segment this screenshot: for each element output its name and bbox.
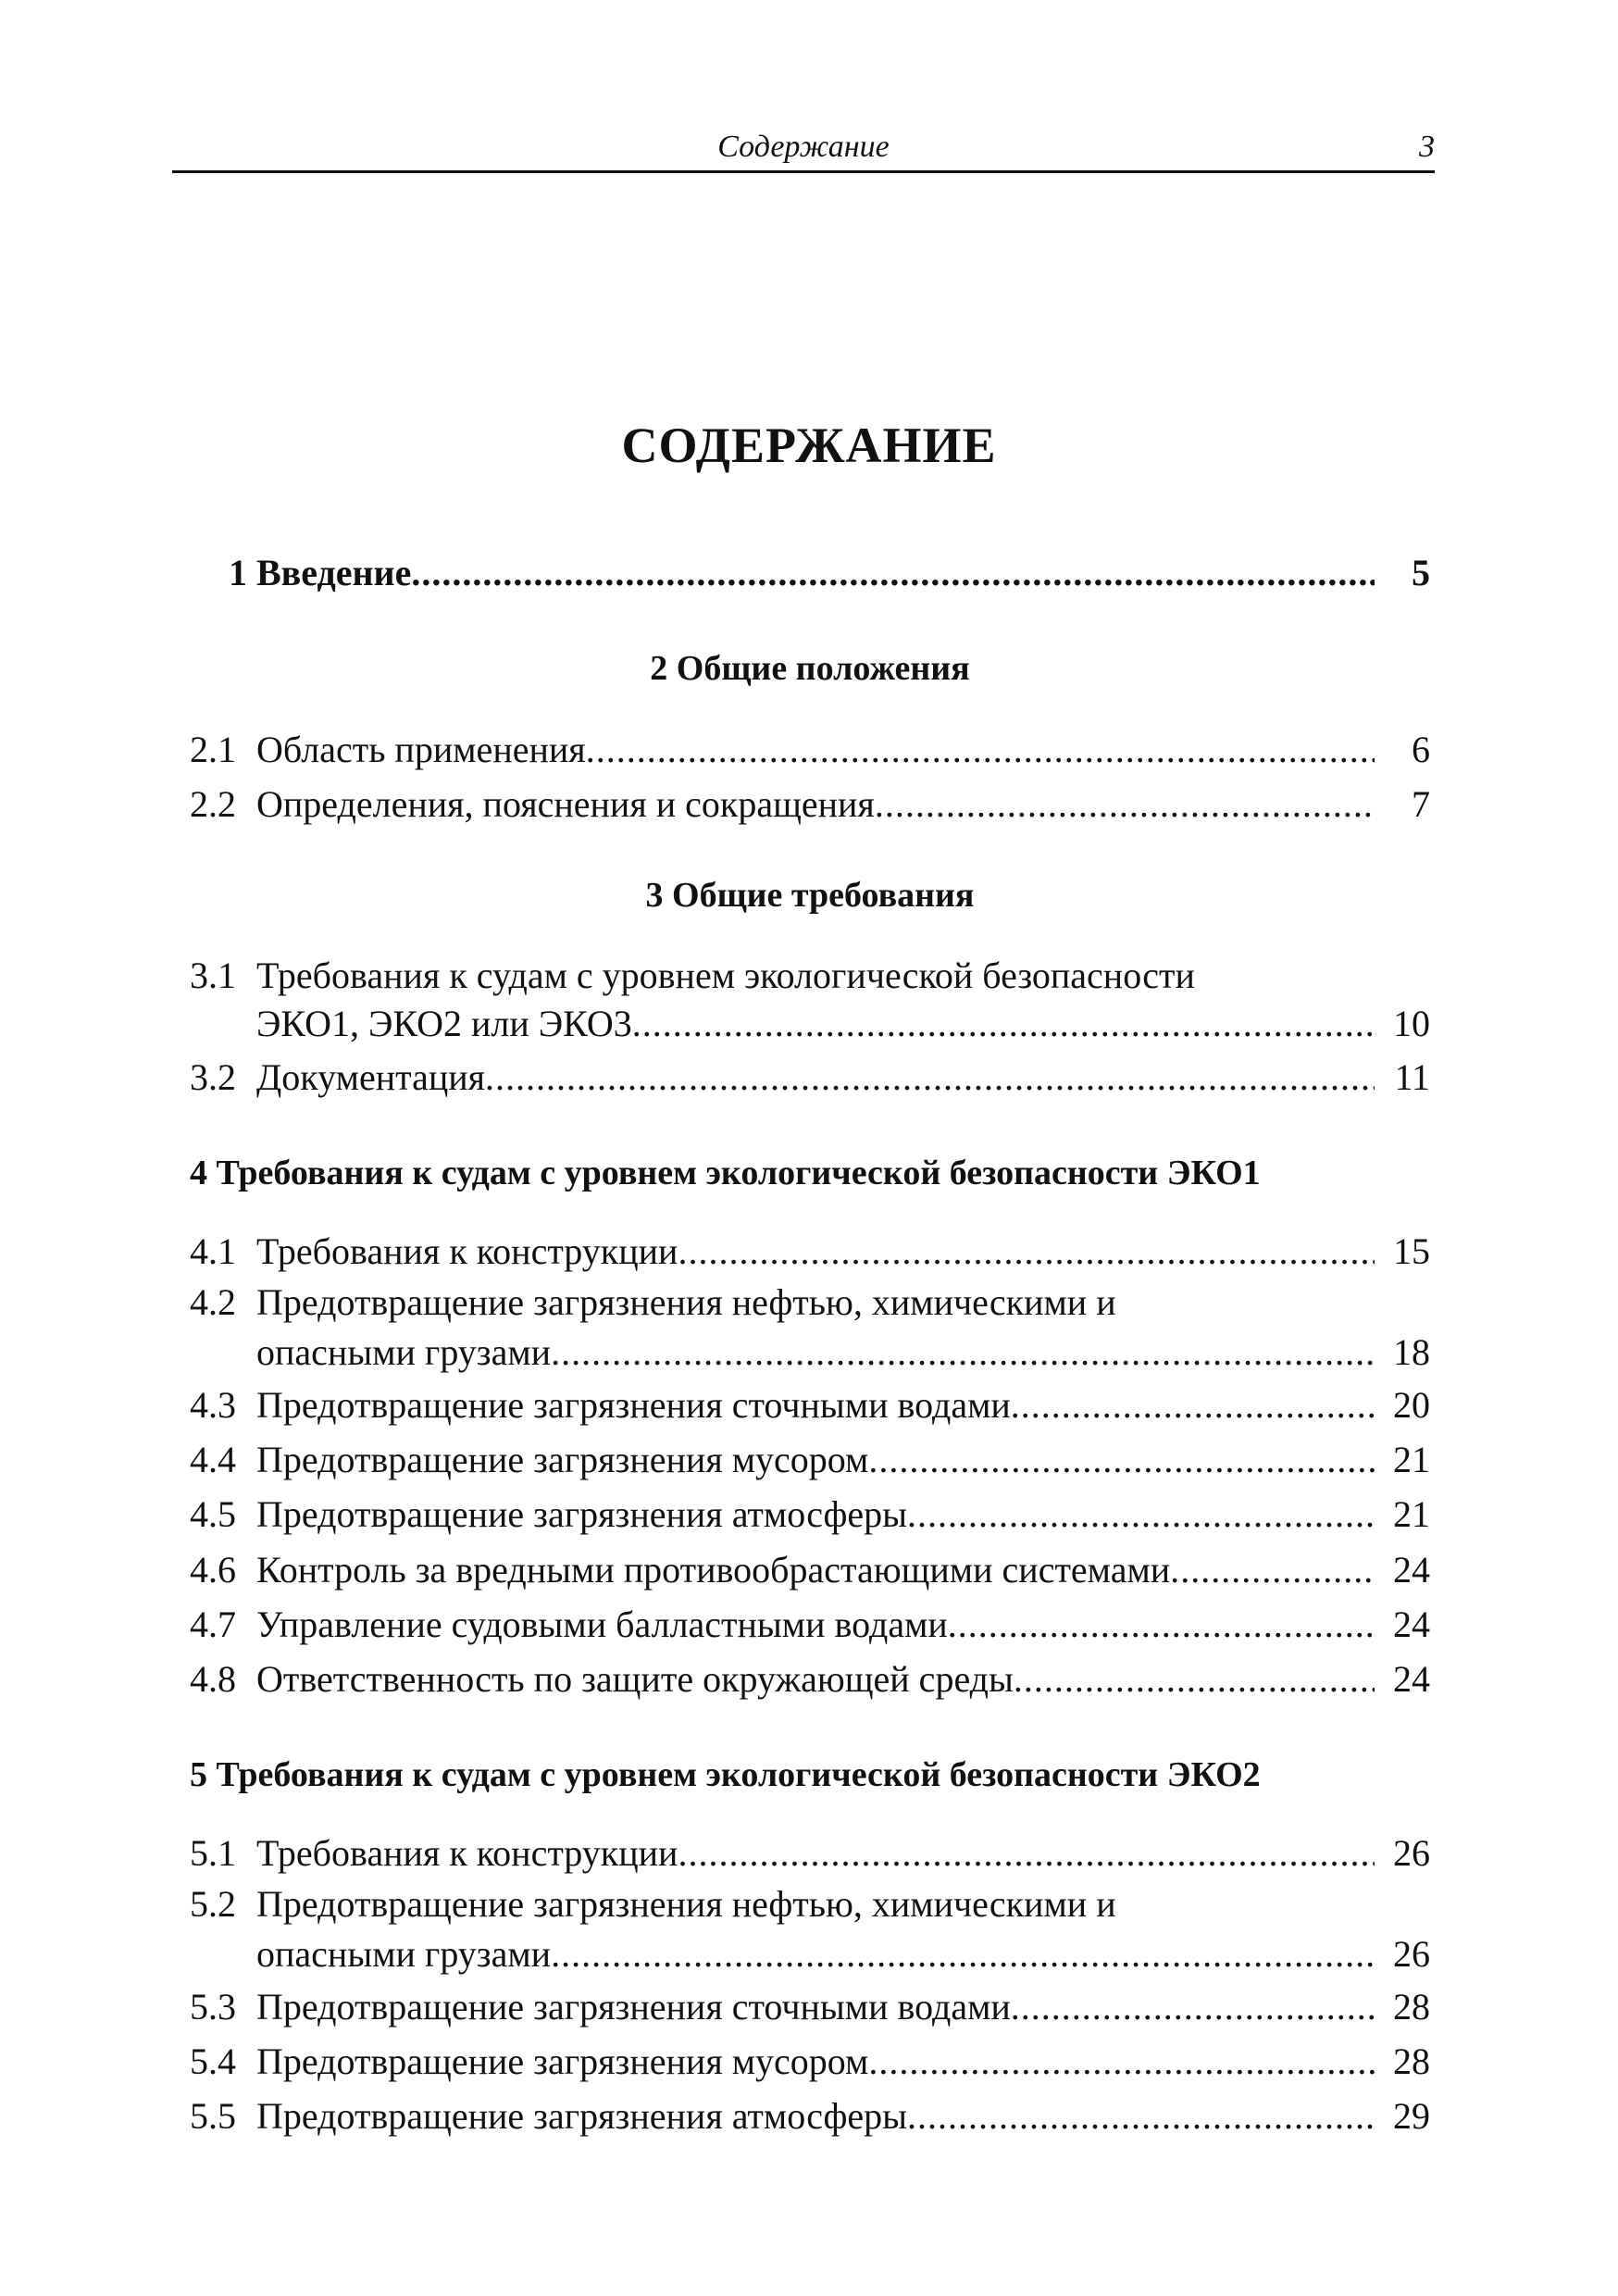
toc-entry-label: Предотвращение загрязнения нефтью, химическими и bbox=[256, 1281, 1116, 1323]
toc-entry-label: Предотвращение загрязнения мусором bbox=[256, 1439, 869, 1480]
toc-entry-number: 5.5 bbox=[190, 2095, 236, 2137]
leader-dots bbox=[1014, 1657, 1375, 1701]
toc-entry-4-8[interactable] bbox=[190, 1657, 1430, 1705]
toc-entry-label: Управление судовыми балластными водами bbox=[256, 1603, 948, 1645]
toc-entry-5-5[interactable] bbox=[190, 2094, 1430, 2142]
running-header-page-number: 3 bbox=[1419, 130, 1435, 164]
toc-entry-page: 7 bbox=[1412, 783, 1430, 825]
toc-entry-4-3[interactable] bbox=[190, 1383, 1430, 1431]
toc-entry-label: Ответственность по защите окружающей среды bbox=[256, 1658, 1014, 1700]
toc-entry-number: 3.1 bbox=[190, 955, 236, 996]
leader-dots bbox=[1170, 1548, 1375, 1591]
toc-entry-5-1[interactable] bbox=[190, 1831, 1430, 1879]
toc-entry-label: Предотвращение загрязнения сточными водами bbox=[256, 1384, 1011, 1426]
toc-entry-label: Контроль за вредными противообрастающими системами bbox=[256, 1549, 1171, 1591]
section-heading-2: 2 Общие положения bbox=[650, 649, 970, 688]
toc-entry-introduction[interactable] bbox=[190, 551, 1430, 599]
toc-entry-4-4[interactable] bbox=[190, 1438, 1430, 1486]
leader-dots bbox=[907, 1492, 1375, 1536]
toc-entry-number: 5.1 bbox=[190, 1832, 236, 1874]
toc-entry-page: 29 bbox=[1393, 2095, 1430, 2137]
leader-dots bbox=[632, 1002, 1375, 1045]
toc-entry-5-2-continued[interactable] bbox=[190, 1932, 1430, 1980]
toc-entry-number: 3.2 bbox=[190, 1056, 236, 1098]
toc-entry-label: Предотвращение загрязнения сточными водами bbox=[256, 1986, 1011, 2028]
toc-entry-label: Предотвращение загрязнения атмосферы bbox=[256, 2095, 908, 2137]
toc-entry-5-3[interactable] bbox=[190, 1985, 1430, 2033]
toc-entry-page: 5 bbox=[1412, 552, 1430, 593]
toc-entry-number: 2.1 bbox=[190, 729, 236, 770]
toc-entry-page: 26 bbox=[1393, 1933, 1430, 1975]
toc-entry-page: 21 bbox=[1393, 1439, 1430, 1480]
toc-entry-4-7[interactable] bbox=[190, 1603, 1430, 1651]
toc-entry-label: Требования к конструкции bbox=[256, 1230, 678, 1272]
toc-entry-number: 4.8 bbox=[190, 1658, 236, 1700]
section-heading-5: 5 Требования к судам с уровнем экологической безопасности ЭКО2 bbox=[190, 1755, 1261, 1794]
running-header bbox=[172, 128, 1435, 173]
toc-entry-number: 4.1 bbox=[190, 1230, 236, 1272]
toc-entry-page: 11 bbox=[1394, 1056, 1430, 1098]
toc-entry-page: 21 bbox=[1393, 1493, 1430, 1535]
toc-entry-4-6[interactable] bbox=[190, 1548, 1430, 1596]
toc-entry-5-4[interactable] bbox=[190, 2040, 1430, 2088]
toc-entry-page: 20 bbox=[1393, 1384, 1430, 1426]
toc-entry-3-2[interactable] bbox=[190, 1055, 1430, 1104]
toc-entry-page: 15 bbox=[1393, 1230, 1430, 1272]
toc-entry-number: 4.2 bbox=[190, 1281, 236, 1323]
leader-dots bbox=[411, 551, 1375, 594]
toc-entry-label-continued: ЭКО1, ЭКО2 или ЭКО3 bbox=[256, 1003, 632, 1044]
toc-entry-number: 5.4 bbox=[190, 2040, 236, 2082]
leader-dots bbox=[551, 1932, 1375, 1976]
toc-entry-number: 4.3 bbox=[190, 1384, 236, 1426]
toc-entry-page: 26 bbox=[1393, 1832, 1430, 1874]
toc-entry-2-2[interactable] bbox=[190, 782, 1430, 830]
toc-entry-5-2[interactable] bbox=[190, 1882, 1430, 1930]
leader-dots bbox=[678, 1229, 1375, 1273]
leader-dots bbox=[948, 1603, 1375, 1646]
leader-dots bbox=[875, 782, 1375, 826]
toc-entry-4-2[interactable] bbox=[190, 1280, 1430, 1329]
toc-entry-label: Требования к судам с уровнем экологической безопасности bbox=[256, 955, 1195, 996]
toc-entry-label: Предотвращение загрязнения нефтью, химическими и bbox=[256, 1883, 1116, 1925]
section-heading-4: 4 Требования к судам с уровнем экологической безопасности ЭКО1 bbox=[190, 1154, 1261, 1192]
leader-dots bbox=[1011, 1985, 1375, 2028]
toc-entry-number: 4.4 bbox=[190, 1439, 236, 1480]
toc-entry-3-1-continued[interactable] bbox=[190, 1002, 1430, 1050]
leader-dots bbox=[485, 1055, 1375, 1099]
toc-entry-number: 2.2 bbox=[190, 783, 236, 825]
toc-entry-page: 6 bbox=[1412, 729, 1430, 770]
toc-entry-3-1[interactable] bbox=[190, 954, 1430, 1002]
toc-entry-label: Предотвращение загрязнения мусором bbox=[256, 2040, 869, 2082]
toc-entry-page: 10 bbox=[1393, 1003, 1430, 1044]
toc-entry-page: 24 bbox=[1393, 1603, 1430, 1645]
toc-entry-2-1[interactable] bbox=[190, 728, 1430, 776]
toc-entry-label-continued: опасными грузами bbox=[256, 1331, 552, 1373]
toc-entry-4-2-continued[interactable] bbox=[190, 1330, 1430, 1379]
toc-entry-number: 4.6 bbox=[190, 1549, 236, 1591]
toc-entry-label-continued: опасными грузами bbox=[256, 1933, 552, 1975]
toc-entry-label: Требования к конструкции bbox=[256, 1832, 678, 1874]
toc-entry-label: Область применения bbox=[256, 729, 586, 770]
leader-dots bbox=[907, 2094, 1375, 2138]
toc-entry-label: 1 Введение bbox=[229, 552, 412, 593]
toc-entry-page: 18 bbox=[1393, 1331, 1430, 1373]
toc-entry-number: 5.2 bbox=[190, 1883, 236, 1925]
toc-entry-number: 4.7 bbox=[190, 1603, 236, 1645]
toc-entry-page: 28 bbox=[1393, 2040, 1430, 2082]
leader-dots bbox=[868, 2040, 1375, 2083]
toc-entry-page: 24 bbox=[1393, 1549, 1430, 1591]
leader-dots bbox=[868, 1438, 1375, 1481]
toc-entry-4-5[interactable] bbox=[190, 1492, 1430, 1541]
toc-entry-page: 24 bbox=[1393, 1658, 1430, 1700]
leader-dots bbox=[586, 728, 1375, 771]
toc-entry-page: 28 bbox=[1393, 1986, 1430, 2028]
section-heading-3: 3 Общие требования bbox=[645, 876, 975, 915]
leader-dots bbox=[1011, 1383, 1375, 1427]
toc-entry-label: Определения, пояснения и сокращения bbox=[256, 783, 875, 825]
toc-entry-number: 5.3 bbox=[190, 1986, 236, 2028]
leader-dots bbox=[551, 1330, 1375, 1374]
page-title: СОДЕРЖАНИЕ bbox=[621, 418, 997, 473]
toc-entry-label: Документация bbox=[256, 1056, 486, 1098]
running-header-title: Содержание bbox=[717, 130, 890, 164]
toc-entry-4-1[interactable] bbox=[190, 1229, 1430, 1278]
leader-dots bbox=[678, 1831, 1375, 1875]
toc-entry-number: 4.5 bbox=[190, 1493, 236, 1535]
toc-entry-label: Предотвращение загрязнения атмосферы bbox=[256, 1493, 908, 1535]
